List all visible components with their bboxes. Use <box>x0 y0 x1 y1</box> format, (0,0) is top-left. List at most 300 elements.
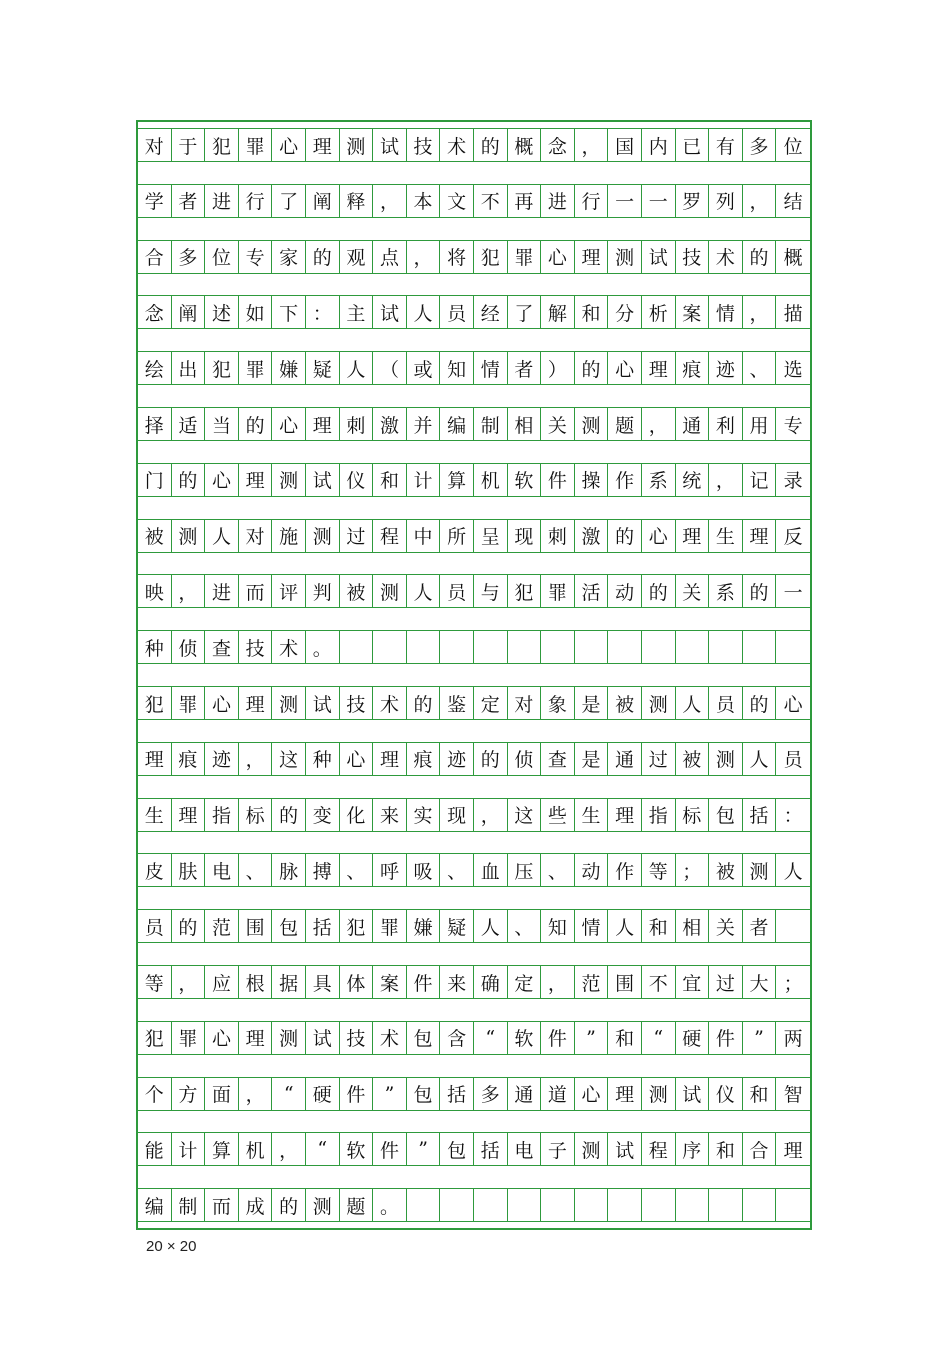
grid-cell: 描 <box>776 295 810 329</box>
grid-cell: 和 <box>709 1132 743 1166</box>
grid-cell: 术 <box>709 240 743 274</box>
grid-cell: 国 <box>608 128 642 162</box>
grid-cell: 皮 <box>138 853 172 887</box>
grid-cell: 智 <box>776 1077 810 1111</box>
grid-cell: 件 <box>541 1021 575 1055</box>
grid-cell: ” <box>373 1077 407 1111</box>
grid-cell: 点 <box>373 240 407 274</box>
grid-cell: 、 <box>239 853 273 887</box>
grid-cell: 过 <box>709 965 743 999</box>
grid-cell: 施 <box>272 519 306 553</box>
grid-cell: 录 <box>776 463 810 497</box>
grid-cell: 通 <box>676 407 710 441</box>
grid-cell: 人 <box>608 909 642 943</box>
grid-cell: 括 <box>306 909 340 943</box>
grid-cell: 观 <box>340 240 374 274</box>
grid-cell: 理 <box>172 798 206 832</box>
grid-cell: 子 <box>541 1132 575 1166</box>
grid-cell: 试 <box>306 1021 340 1055</box>
grid-cell: 机 <box>474 463 508 497</box>
grid-cell: 理 <box>608 798 642 832</box>
grid-row-cells <box>138 1188 810 1222</box>
grid-cell: 编 <box>440 407 474 441</box>
grid-cell: 查 <box>541 742 575 776</box>
grid-cell: 罪 <box>239 351 273 385</box>
grid-cell: 这 <box>508 798 542 832</box>
grid-cell: 专 <box>776 407 810 441</box>
grid-cell: 的 <box>575 351 609 385</box>
grid-cell: “ <box>642 1021 676 1055</box>
grid-cell: ， <box>373 184 407 218</box>
grid-cell <box>608 630 642 664</box>
grid-cell: 指 <box>205 798 239 832</box>
grid-cell: 罗 <box>676 184 710 218</box>
grid-cell: 进 <box>541 184 575 218</box>
grid-cell: 并 <box>407 407 441 441</box>
grid-cell <box>440 1188 474 1222</box>
grid-cell: 测 <box>575 1132 609 1166</box>
grid-cell: 技 <box>340 686 374 720</box>
grid-cell: 测 <box>709 742 743 776</box>
grid-cell: 范 <box>205 909 239 943</box>
grid-cell: 现 <box>440 798 474 832</box>
grid-cell: 者 <box>172 184 206 218</box>
grid-cell: 痕 <box>172 742 206 776</box>
grid-cell: 不 <box>642 965 676 999</box>
grid-cell: 嫌 <box>272 351 306 385</box>
grid-cell <box>340 630 374 664</box>
grid-cell: 来 <box>373 798 407 832</box>
grid-cell: 行 <box>239 184 273 218</box>
grid-cell: 罪 <box>508 240 542 274</box>
grid-cell: 学 <box>138 184 172 218</box>
grid-cell: 被 <box>709 853 743 887</box>
grid-cell: 的 <box>474 128 508 162</box>
grid-cell: 这 <box>272 742 306 776</box>
grid-cell: 体 <box>340 965 374 999</box>
grid-cell: 象 <box>541 686 575 720</box>
grid-cell: 确 <box>474 965 508 999</box>
grid-cell: 心 <box>608 351 642 385</box>
grid-cell: 犯 <box>340 909 374 943</box>
grid-cell: 多 <box>474 1077 508 1111</box>
grid-cell: 再 <box>508 184 542 218</box>
grid-cell: 心 <box>205 463 239 497</box>
grid-cell: ， <box>172 574 206 608</box>
grid-cell: 判 <box>306 574 340 608</box>
grid-cell: 的 <box>743 686 777 720</box>
grid-cell: 解 <box>541 295 575 329</box>
grid-cell: 者 <box>508 351 542 385</box>
grid-row-cells <box>138 240 810 274</box>
grid-cell: 评 <box>272 574 306 608</box>
grid-cell: ” <box>407 1132 441 1166</box>
grid-cell: 。 <box>306 630 340 664</box>
grid-row-cells <box>138 351 810 385</box>
grid-cell <box>642 630 676 664</box>
grid-cell: 与 <box>474 574 508 608</box>
grid-cell: 人 <box>776 853 810 887</box>
grid-cell: 测 <box>272 463 306 497</box>
grid-cell: 而 <box>205 1188 239 1222</box>
grid-cell: 程 <box>642 1132 676 1166</box>
grid-cell: ” <box>743 1021 777 1055</box>
grid-cell: 侦 <box>508 742 542 776</box>
grid-cell: 理 <box>138 742 172 776</box>
grid-cell: 心 <box>642 519 676 553</box>
grid-cell: 犯 <box>474 240 508 274</box>
grid-cell: 痕 <box>676 351 710 385</box>
grid-cell: 包 <box>440 1132 474 1166</box>
grid-cell: 测 <box>642 1077 676 1111</box>
grid-cell: 于 <box>172 128 206 162</box>
grid-cell: 罪 <box>172 686 206 720</box>
grid-cell: 而 <box>239 574 273 608</box>
grid-cell: ， <box>541 965 575 999</box>
grid-cell: 件 <box>340 1077 374 1111</box>
grid-cell: 仪 <box>340 463 374 497</box>
grid-cell: 和 <box>642 909 676 943</box>
grid-cell: 刺 <box>340 407 374 441</box>
grid-cell: 测 <box>306 519 340 553</box>
grid-cell: 呼 <box>373 853 407 887</box>
grid-cell: 选 <box>776 351 810 385</box>
grid-cell: 多 <box>172 240 206 274</box>
grid-row-cells <box>138 965 810 999</box>
grid-cell: 吸 <box>407 853 441 887</box>
grid-cell: 生 <box>709 519 743 553</box>
grid-cell: 仪 <box>709 1077 743 1111</box>
grid-cell: 析 <box>642 295 676 329</box>
grid-cell: 动 <box>575 853 609 887</box>
grid-cell: 概 <box>776 240 810 274</box>
grid-cell: 嫌 <box>407 909 441 943</box>
grid-cell: 理 <box>239 1021 273 1055</box>
grid-cell: 面 <box>205 1077 239 1111</box>
grid-cell: ； <box>676 853 710 887</box>
grid-cell: 罪 <box>172 1021 206 1055</box>
grid-cell: 的 <box>306 240 340 274</box>
grid-cell: 技 <box>676 240 710 274</box>
grid-cell: 关 <box>709 909 743 943</box>
grid-cell: 迹 <box>440 742 474 776</box>
grid-cell <box>407 1188 441 1222</box>
grid-cell <box>776 630 810 664</box>
grid-cell: 和 <box>608 1021 642 1055</box>
grid-cell: 择 <box>138 407 172 441</box>
grid-cell <box>776 1188 810 1222</box>
grid-cell: 罪 <box>239 128 273 162</box>
manuscript-grid-paper <box>136 120 812 1230</box>
grid-cell: 、 <box>340 853 374 887</box>
grid-cell: 大 <box>743 965 777 999</box>
grid-cell: 脉 <box>272 853 306 887</box>
grid-cell: 标 <box>676 798 710 832</box>
grid-row-cells <box>138 798 810 832</box>
grid-cell: 操 <box>575 463 609 497</box>
grid-cell: 知 <box>541 909 575 943</box>
grid-cell: 合 <box>138 240 172 274</box>
grid-cell: 些 <box>541 798 575 832</box>
grid-cell: 位 <box>205 240 239 274</box>
grid-cell: 呈 <box>474 519 508 553</box>
grid-cell: 能 <box>138 1132 172 1166</box>
grid-cell: （ <box>373 351 407 385</box>
grid-cell <box>508 1188 542 1222</box>
grid-cell <box>709 630 743 664</box>
grid-cell: 心 <box>272 407 306 441</box>
grid-cell: 系 <box>709 574 743 608</box>
grid-cell: 范 <box>575 965 609 999</box>
grid-cell: 作 <box>608 463 642 497</box>
grid-cell: 测 <box>272 1021 306 1055</box>
grid-cell: 软 <box>340 1132 374 1166</box>
grid-row-cells <box>138 519 810 553</box>
grid-cell: 生 <box>138 798 172 832</box>
grid-cell: 理 <box>608 1077 642 1111</box>
grid-cell: 心 <box>272 128 306 162</box>
grid-cell: 概 <box>508 128 542 162</box>
grid-cell <box>541 1188 575 1222</box>
grid-cell: 机 <box>239 1132 273 1166</box>
grid-cell: 本 <box>407 184 441 218</box>
grid-cell: 罪 <box>373 909 407 943</box>
grid-cell: 员 <box>440 574 474 608</box>
grid-row-cells <box>138 407 810 441</box>
grid-cell: 括 <box>474 1132 508 1166</box>
grid-cell <box>709 1188 743 1222</box>
grid-cell: 了 <box>272 184 306 218</box>
grid-cell: 过 <box>642 742 676 776</box>
grid-cell: 者 <box>743 909 777 943</box>
grid-cell: 反 <box>776 519 810 553</box>
grid-cell: 将 <box>440 240 474 274</box>
grid-cell: 经 <box>474 295 508 329</box>
grid-cell: 被 <box>676 742 710 776</box>
grid-cell: 当 <box>205 407 239 441</box>
grid-cell: 的 <box>272 798 306 832</box>
grid-cell: 指 <box>642 798 676 832</box>
grid-cell: 或 <box>407 351 441 385</box>
grid-row-cells <box>138 630 810 664</box>
grid-cell: 括 <box>440 1077 474 1111</box>
grid-cell: 已 <box>676 128 710 162</box>
grid-cell: 侦 <box>172 630 206 664</box>
grid-cell: 技 <box>340 1021 374 1055</box>
grid-cell: 员 <box>138 909 172 943</box>
grid-cell: 人 <box>676 686 710 720</box>
grid-cell: 宜 <box>676 965 710 999</box>
grid-cell: 员 <box>776 742 810 776</box>
grid-cell: 应 <box>205 965 239 999</box>
grid-cell: 人 <box>407 295 441 329</box>
grid-cell: 释 <box>340 184 374 218</box>
grid-cell: 测 <box>306 1188 340 1222</box>
grid-cell: ： <box>776 798 810 832</box>
grid-cell: ， <box>172 965 206 999</box>
grid-cell: 测 <box>743 853 777 887</box>
grid-cell: 人 <box>474 909 508 943</box>
grid-row-cells <box>138 1132 810 1166</box>
grid-cell: 犯 <box>205 351 239 385</box>
grid-cell: 、 <box>541 853 575 887</box>
grid-cell: 阐 <box>172 295 206 329</box>
grid-cell: ， <box>474 798 508 832</box>
grid-cell: 括 <box>743 798 777 832</box>
grid-cell: 理 <box>575 240 609 274</box>
grid-cell: 人 <box>407 574 441 608</box>
grid-cell: 肤 <box>172 853 206 887</box>
grid-cell: 压 <box>508 853 542 887</box>
grid-row-cells <box>138 295 810 329</box>
grid-cell: “ <box>306 1132 340 1166</box>
grid-cell: 和 <box>743 1077 777 1111</box>
grid-cell: 测 <box>272 686 306 720</box>
grid-cell: 对 <box>138 128 172 162</box>
grid-cell: 刺 <box>541 519 575 553</box>
grid-cell <box>440 630 474 664</box>
grid-cell: 方 <box>172 1077 206 1111</box>
grid-cell: 案 <box>676 295 710 329</box>
grid-cell: 化 <box>340 798 374 832</box>
grid-cell: 和 <box>373 463 407 497</box>
grid-cell <box>373 630 407 664</box>
grid-cell: 分 <box>608 295 642 329</box>
grid-cell: 术 <box>272 630 306 664</box>
grid-cell: 被 <box>340 574 374 608</box>
grid-cell: 活 <box>575 574 609 608</box>
grid-cell: 犯 <box>205 128 239 162</box>
grid-cell <box>743 1188 777 1222</box>
grid-cell: 情 <box>575 909 609 943</box>
grid-cell: 的 <box>407 686 441 720</box>
grid-cell: 测 <box>373 574 407 608</box>
grid-cell: 、 <box>440 853 474 887</box>
grid-cell: 制 <box>172 1188 206 1222</box>
grid-cell: 等 <box>138 965 172 999</box>
grid-cell: ； <box>776 965 810 999</box>
grid-row-cells <box>138 463 810 497</box>
grid-cell: 激 <box>373 407 407 441</box>
grid-cell: 和 <box>575 295 609 329</box>
grid-cell: 阐 <box>306 184 340 218</box>
grid-cell: “ <box>272 1077 306 1111</box>
grid-cell: 测 <box>340 128 374 162</box>
grid-cell: 对 <box>508 686 542 720</box>
grid-cell: 被 <box>138 519 172 553</box>
grid-cell: 是 <box>575 742 609 776</box>
grid-cell: 家 <box>272 240 306 274</box>
grid-cell: 具 <box>306 965 340 999</box>
grid-cell <box>743 630 777 664</box>
grid-cell: 种 <box>138 630 172 664</box>
grid-cell: 鉴 <box>440 686 474 720</box>
grid-cell: 理 <box>306 407 340 441</box>
grid-cell: 查 <box>205 630 239 664</box>
grid-cell: ， <box>743 295 777 329</box>
grid-cell: 行 <box>575 184 609 218</box>
grid-cell: 试 <box>306 686 340 720</box>
grid-row-cells <box>138 853 810 887</box>
grid-cell: 心 <box>205 686 239 720</box>
grid-cell: 定 <box>508 965 542 999</box>
grid-cell <box>474 1188 508 1222</box>
grid-cell: 试 <box>373 295 407 329</box>
grid-cell: ： <box>306 295 340 329</box>
grid-cell: 下 <box>272 295 306 329</box>
grid-cell: 作 <box>608 853 642 887</box>
grid-cell <box>407 630 441 664</box>
grid-cell: 的 <box>474 742 508 776</box>
grid-cell: 定 <box>474 686 508 720</box>
grid-cell: 案 <box>373 965 407 999</box>
grid-cell: 念 <box>541 128 575 162</box>
grid-cell: 进 <box>205 574 239 608</box>
grid-cell: 试 <box>608 1132 642 1166</box>
grid-cell: 测 <box>642 686 676 720</box>
grid-cell: 程 <box>373 519 407 553</box>
grid-cell: 心 <box>340 742 374 776</box>
grid-cell: 多 <box>743 128 777 162</box>
grid-cell: 系 <box>642 463 676 497</box>
grid-cell: 搏 <box>306 853 340 887</box>
grid-cell: 成 <box>239 1188 273 1222</box>
grid-cell: 结 <box>776 184 810 218</box>
grid-cell: 生 <box>575 798 609 832</box>
grid-cell: 实 <box>407 798 441 832</box>
grid-cell: 计 <box>407 463 441 497</box>
grid-cell: 技 <box>407 128 441 162</box>
grid-row-cells <box>138 909 810 943</box>
grid-cell: 道 <box>541 1077 575 1111</box>
grid-cell: 犯 <box>508 574 542 608</box>
grid-cell: 件 <box>373 1132 407 1166</box>
grid-cell: 、 <box>508 909 542 943</box>
grid-cell: 测 <box>172 519 206 553</box>
grid-cell: 用 <box>743 407 777 441</box>
grid-cell: 员 <box>709 686 743 720</box>
grid-cell: 的 <box>239 407 273 441</box>
grid-cell: 痕 <box>407 742 441 776</box>
grid-cell: 知 <box>440 351 474 385</box>
grid-cell <box>508 630 542 664</box>
grid-cell: 试 <box>676 1077 710 1111</box>
grid-cell: 理 <box>676 519 710 553</box>
grid-cell: 心 <box>205 1021 239 1055</box>
grid-cell: 疑 <box>306 351 340 385</box>
grid-cell: ， <box>743 184 777 218</box>
grid-cell: 一 <box>608 184 642 218</box>
grid-cell: 电 <box>508 1132 542 1166</box>
grid-cell: 人 <box>205 519 239 553</box>
grid-cell: 的 <box>172 909 206 943</box>
grid-cell: 激 <box>575 519 609 553</box>
grid-cell: 技 <box>239 630 273 664</box>
grid-cell: 变 <box>306 798 340 832</box>
grid-cell: 不 <box>474 184 508 218</box>
grid-row-cells <box>138 574 810 608</box>
grid-cell: 的 <box>272 1188 306 1222</box>
grid-cell: 记 <box>743 463 777 497</box>
grid-cell: 电 <box>205 853 239 887</box>
grid-cell: 理 <box>743 519 777 553</box>
grid-cell: 两 <box>776 1021 810 1055</box>
grid-cell: 人 <box>340 351 374 385</box>
grid-cell: 包 <box>407 1077 441 1111</box>
grid-cell: 关 <box>676 574 710 608</box>
grid-cell: 对 <box>239 519 273 553</box>
grid-cell: 术 <box>440 128 474 162</box>
